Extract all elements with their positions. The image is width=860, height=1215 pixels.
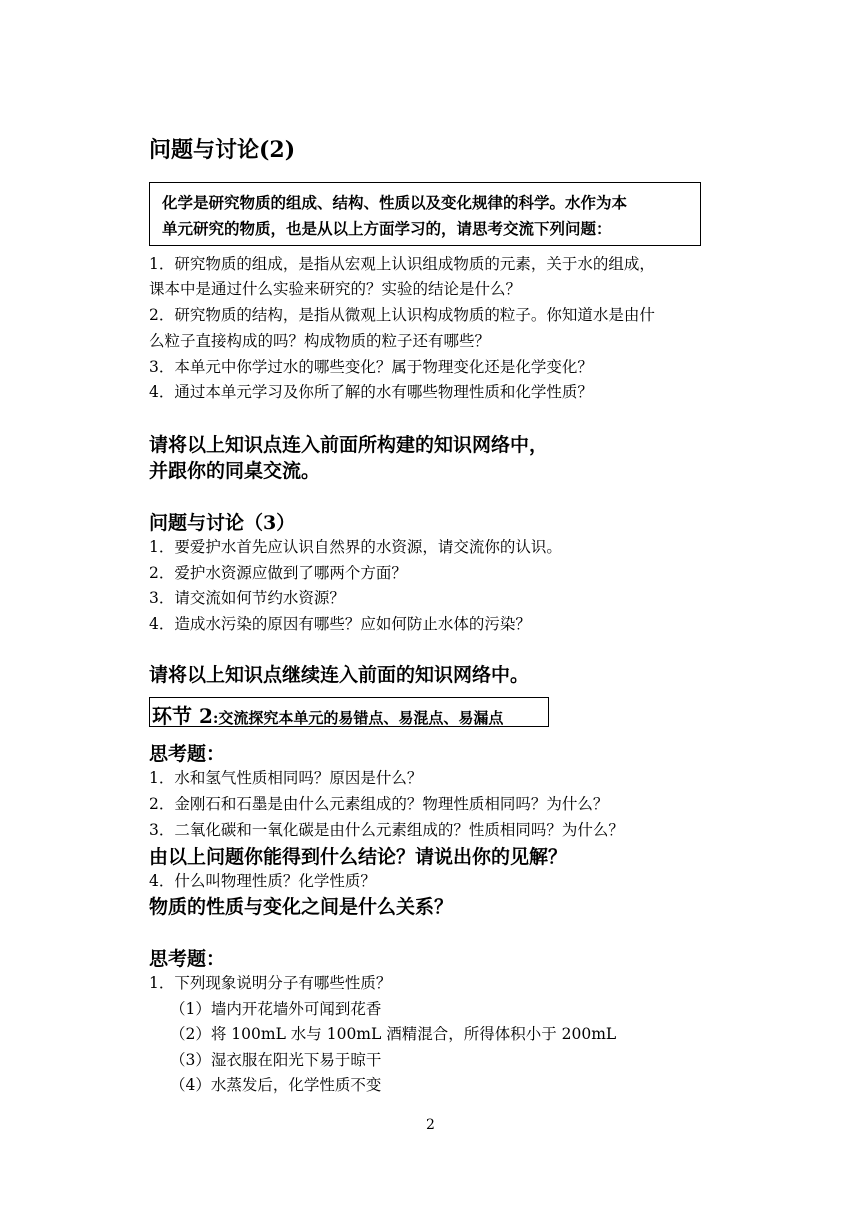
- intro-box-line-1: 化学是研究物质的组成、结构、性质以及变化规律的科学。水作为本: [162, 193, 628, 212]
- s2-line-1: 1．研究物质的组成，是指从宏观上认识组成物质的元素，关于水的组成，: [149, 255, 655, 273]
- think1-q2: 2．金刚石和石墨是由什么元素组成的？物理性质相同吗？为什么？: [149, 795, 609, 813]
- think2-item-4: （4）水蒸发后，化学性质不变: [170, 1076, 382, 1094]
- s2-line-2: 课本中是通过什么实验来研究的？实验的结论是什么？: [149, 280, 522, 298]
- intro-box-line-2: 单元研究的物质，也是从以上方面学习的，请思考交流下列问题：: [162, 219, 612, 238]
- think1-q4: 4．什么叫物理性质？化学性质？: [149, 872, 376, 890]
- think1-conclusion: 由以上问题你能得到什么结论？请说出你的见解？: [149, 846, 568, 868]
- section2-title: 问题与讨论(2): [149, 137, 296, 163]
- section3-title: 问题与讨论（3）: [149, 512, 296, 534]
- think1-title: 思考题：: [149, 743, 226, 765]
- think2-title: 思考题：: [149, 948, 226, 970]
- think1-q3: 3．二氧化碳和一氧化碳是由什么元素组成的？性质相同吗？为什么？: [149, 821, 624, 839]
- link2-label: 环节 2: [152, 704, 213, 728]
- think2-item-3: （3）湿衣服在阳光下易于晾干: [170, 1051, 382, 1069]
- s3-line-3: 3．请交流如何节约水资源？: [149, 589, 345, 607]
- s3-line-2: 2．爱护水资源应做到了哪两个方面？: [149, 564, 407, 582]
- s3-instruction: 请将以上知识点继续连入前面的知识网络中。: [149, 664, 530, 686]
- s2-line-4: 么粒子直接构成的吗？构成物质的粒子还有哪些？: [149, 332, 491, 350]
- page-number: 2: [426, 1117, 435, 1133]
- link2-description: :交流探究本单元的易错点、易混点、易漏点: [212, 709, 504, 727]
- think2-q1: 1．下列现象说明分子有哪些性质？: [149, 974, 392, 992]
- s2-line-3: 2．研究物质的结构，是指从微观上认识构成物质的粒子。你知道水是由什: [149, 306, 655, 324]
- think1-q1: 1．水和氢气性质相同吗？原因是什么？: [149, 769, 423, 787]
- s2-instruction-1: 请将以上知识点连入前面所构建的知识网络中，: [149, 434, 549, 456]
- s2-line-6: 4．通过本单元学习及你所了解的水有哪些物理性质和化学性质？: [149, 383, 593, 401]
- link2-heading: [152, 700, 503, 729]
- s2-line-5: 3．本单元中你学过水的哪些变化？属于物理变化还是化学变化？: [149, 358, 593, 376]
- think1-relation: 物质的性质与变化之间是什么关系？: [149, 896, 454, 918]
- link2-box: [149, 697, 549, 727]
- think2-item-2: （2）将 100mL 水与 100mL 酒精混合，所得体积小于 200mL: [170, 1025, 617, 1043]
- s2-instruction-2: 并跟你的同桌交流。: [149, 460, 321, 482]
- s3-line-4: 4．造成水污染的原因有哪些？应如何防止水体的污染？: [149, 615, 531, 633]
- think2-item-1: （1）墙内开花墙外可闻到花香: [170, 1000, 382, 1018]
- intro-box: [149, 182, 701, 246]
- s3-line-1: 1．要爱护水首先应认识自然界的水资源，请交流你的认识。: [149, 538, 562, 556]
